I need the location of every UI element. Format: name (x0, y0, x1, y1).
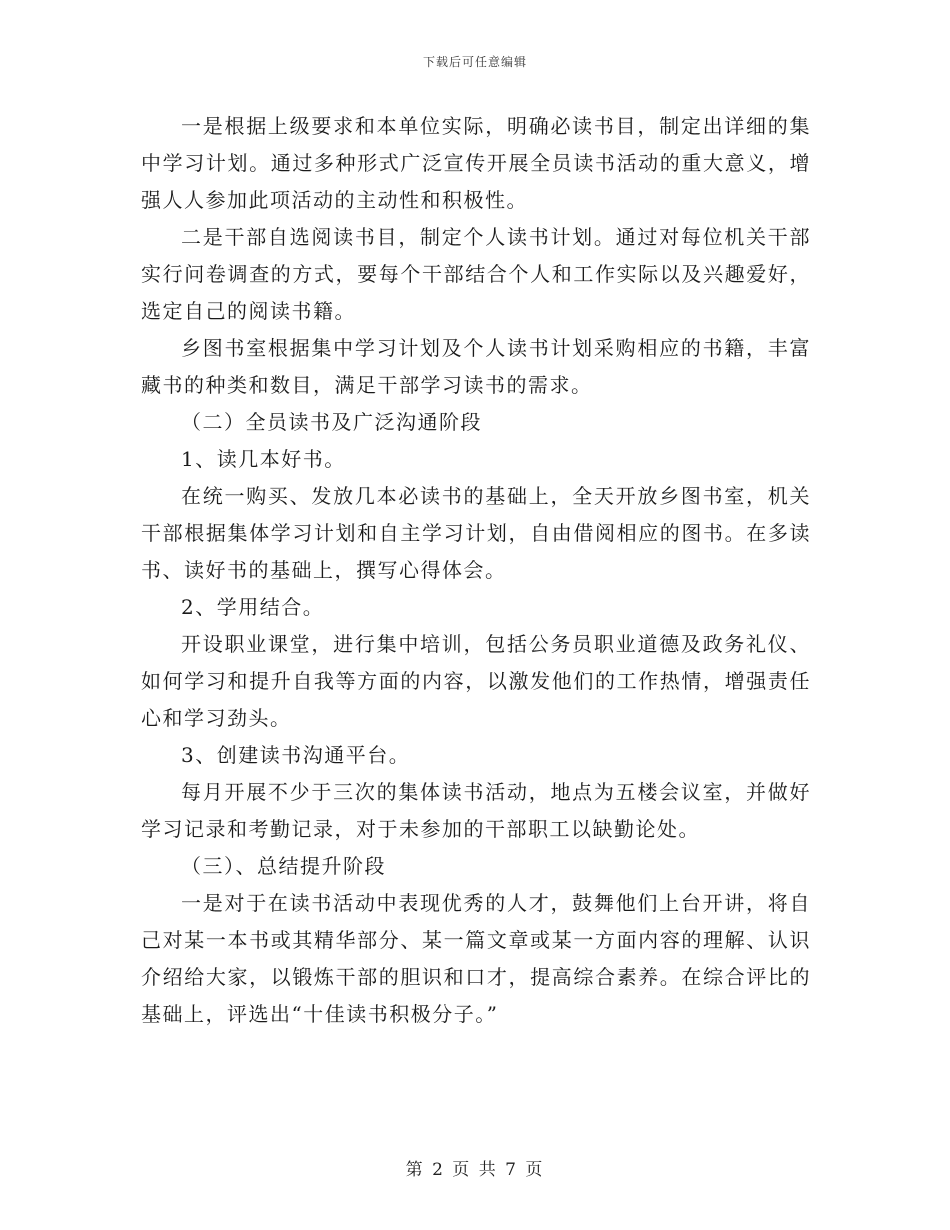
page-number: 第 2 页 共 7 页 (405, 1160, 545, 1180)
paragraph-2: 二是干部自选阅读书目，制定个人读书计划。通过对每位机关干部实行问卷调查的方式，要每个干部结合个人和工作实际以及兴趣爱好，选定自己的阅读书籍。 (141, 225, 811, 323)
subheading-1: 1、读几本好书。 (181, 447, 346, 471)
paragraph-4: 在统一购买、发放几本必读书的基础上，全天开放乡图书室，机关干部根据集体学习计划和自主学习计划，自由借阅相应的图书。在多读书、读好书的基础上，撰写心得体会。 (141, 484, 811, 582)
document-body (141, 108, 811, 1033)
page-header: 下载后可任意编辑 (422, 55, 527, 69)
paragraph-1: 一是根据上级要求和本单位实际，明确必读书目，制定出详细的集中学习计划。通过多种形式广泛宣传开展全员读书活动的重大意义，增强人人参加此项活动的主动性和积极性。 (141, 114, 811, 212)
subheading-3: 3、创建读书沟通平台。 (181, 743, 411, 767)
paragraph-6: 每月开展不少于三次的集体读书活动，地点为五楼会议室，并做好学习记录和考勤记录，对于未参加的干部职工以缺勤论处。 (141, 780, 811, 841)
paragraph-3: 乡图书室根据集中学习计划及个人读书计划采购相应的书籍，丰富藏书的种类和数目，满足干部学习读书的需求。 (141, 336, 811, 397)
section-heading-2: （二）全员读书及广泛沟通阶段 (181, 410, 482, 434)
subheading-2: 2、学用结合。 (181, 595, 325, 619)
paragraph-7: 一是对于在读书活动中表现优秀的人才，鼓舞他们上台开讲，将自己对某一本书或其精华部分、某一篇文章或某一方面内容的理解、认识介绍给大家，以锻炼干部的胆识和口才，提高综合素养。在综合评比的基础上，评选出“十佳读书积极分子。” (141, 891, 811, 1026)
section-heading-3: （三）、总结提升阶段 (181, 854, 386, 878)
paragraph-5: 开设职业课堂，进行集中培训，包括公务员职业道德及政务礼仪、如何学习和提升自我等方面的内容，以激发他们的工作热情，增强责任心和学习劲头。 (141, 632, 811, 730)
